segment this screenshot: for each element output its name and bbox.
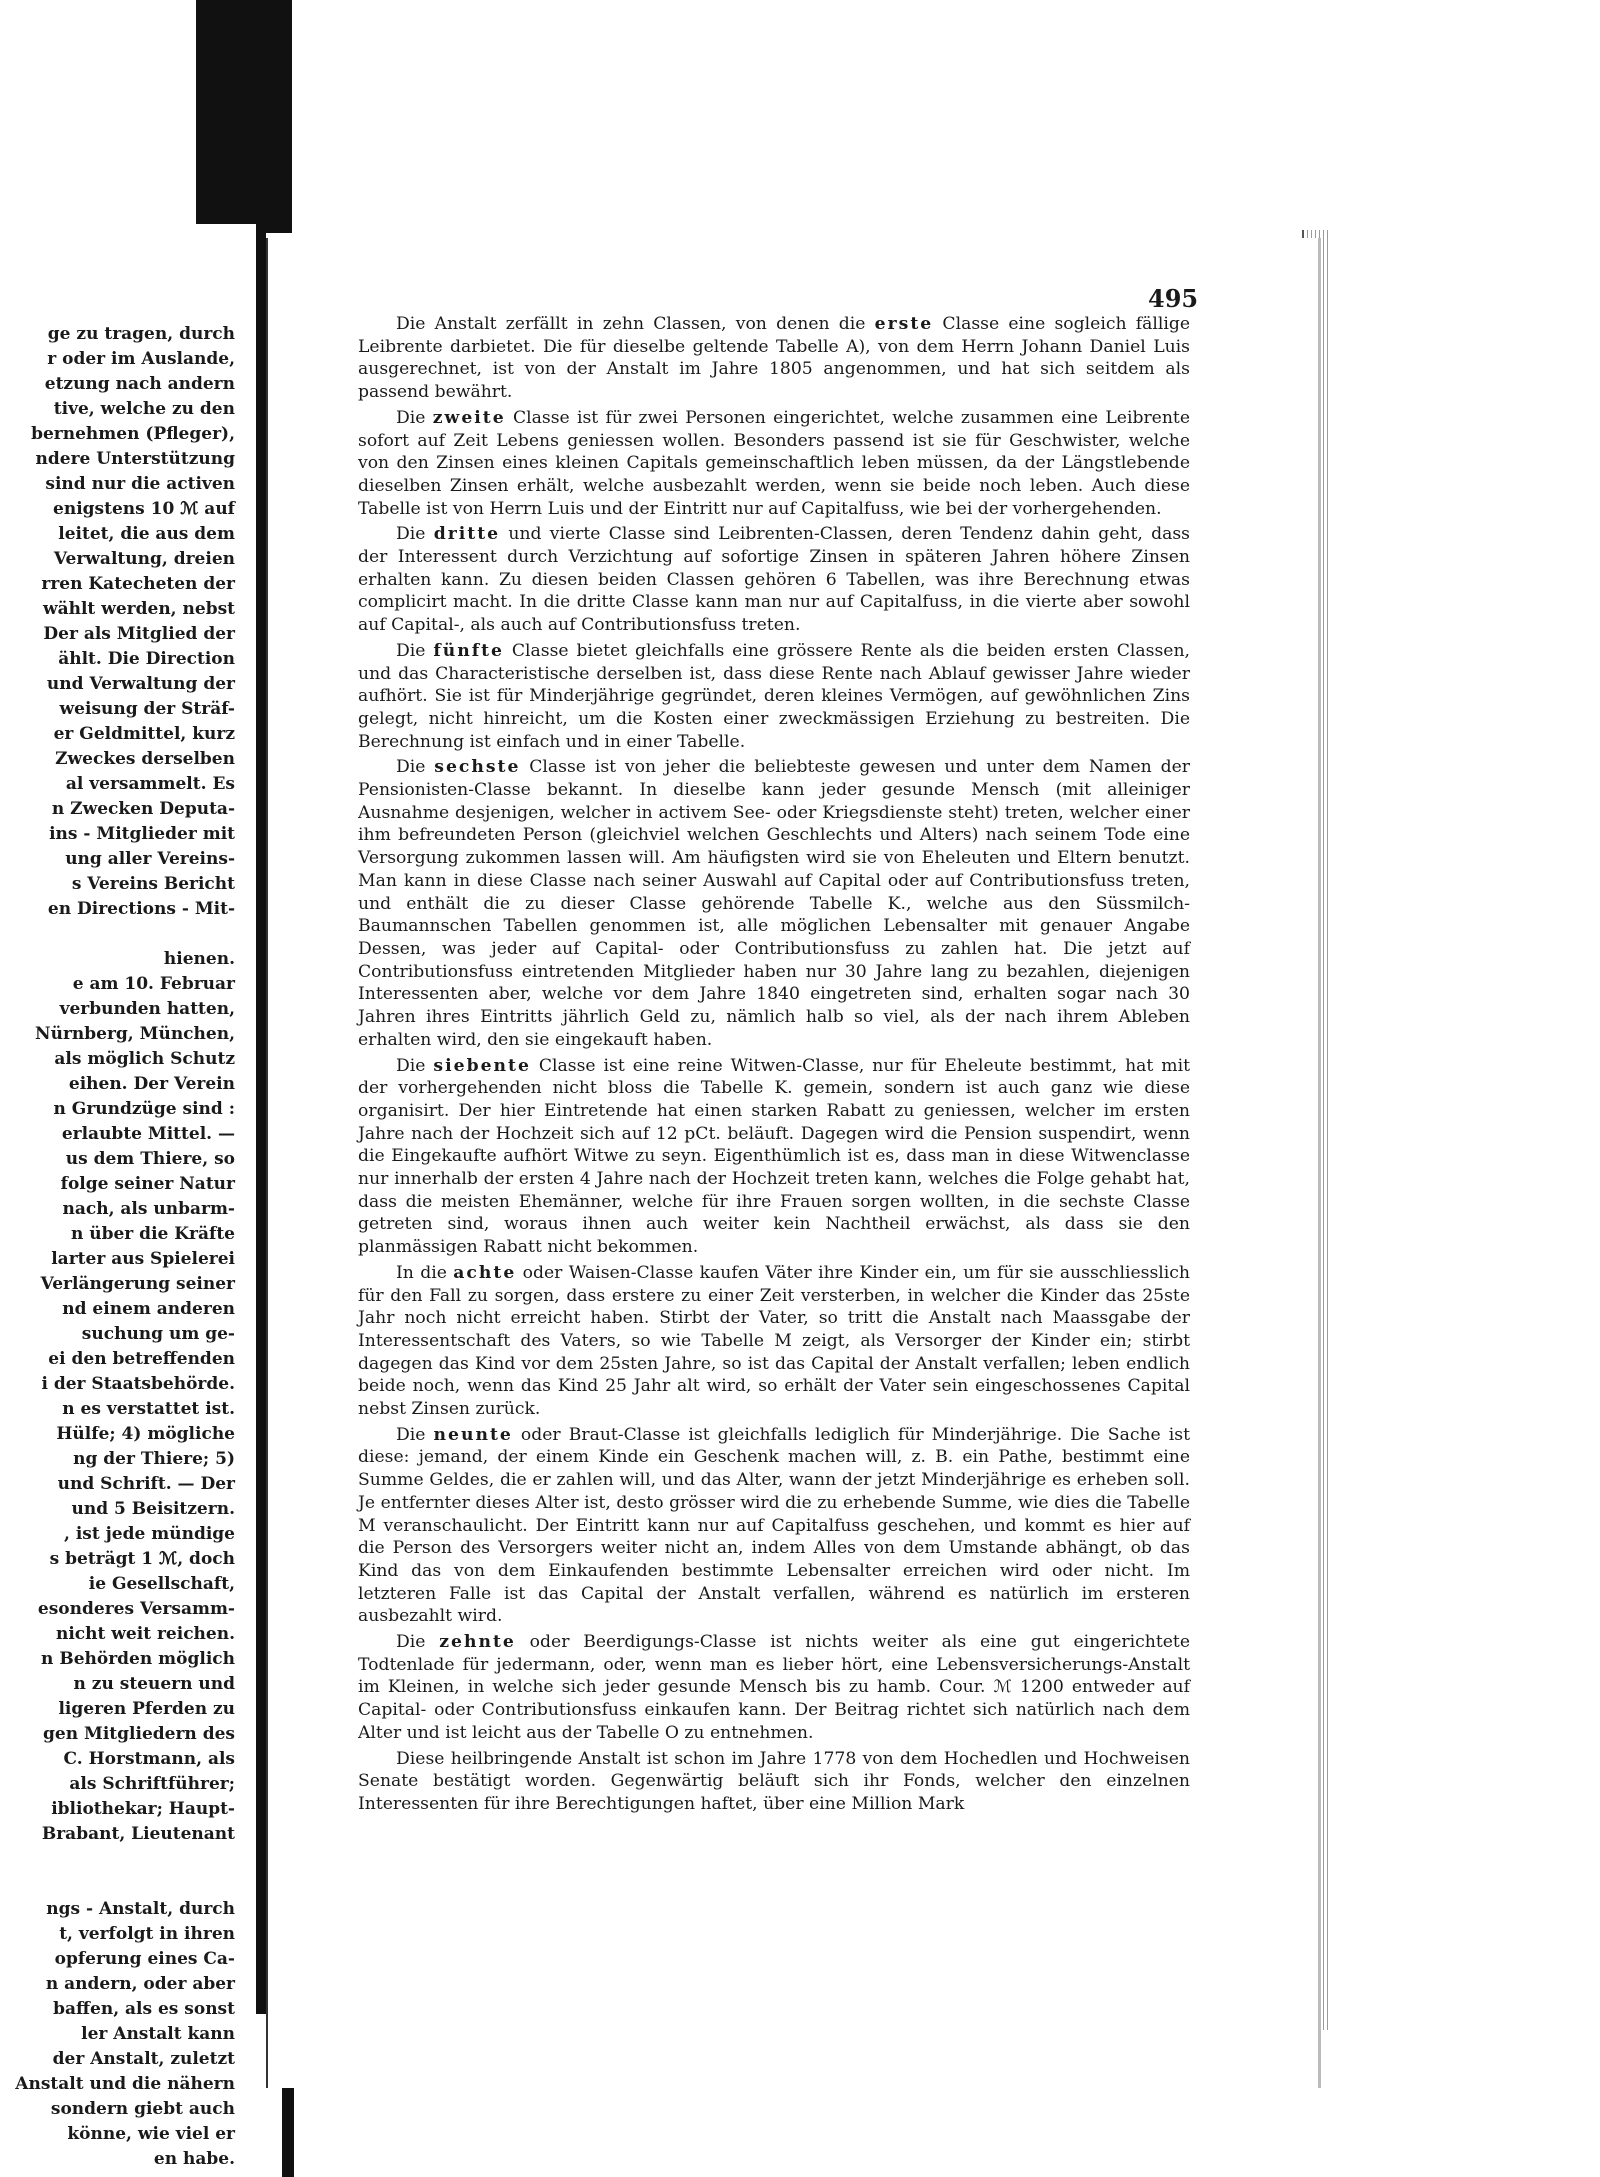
previous-page-line: könne, wie viel er bbox=[67, 2124, 235, 2144]
previous-page-line: Brabant, Lieutenant bbox=[41, 1824, 235, 1844]
paragraph-text: Classe ist für zwei Personen eingerichtet, welche zusammen eine Leibrente sofort auf Zeit Lebens geniessen wollen. Besonders passend ist sie für Geschwister, welche von den Zinsen eines kleinen Capitals gemeinschaftlich leben müssen, da der Längstlebende dieselben Zinsen erhält, welche ausbezahlt werden, wenn sie beide noch leben. Auch diese Tabelle ist von Herrn Luis und der Eintritt nur auf Capitalfuss, wie bei der vorhergehenden. bbox=[358, 407, 1190, 519]
paragraph-text: oder Braut-Classe ist gleichfalls lediglich für Minderjährige. Die Sache ist diese: jemand, der einem Kinde ein Geschenk machen will, z. B. ein Pathe, bestimmt eine Summe Geldes, die er zahlen will, und das Alter, wann der jetzt Minderjährige es erheben soll. Je entfernter dieses Alter ist, desto grösser wird die zu erhebende Summe, wie dies die Tabelle M veranschaulicht. Der Eintritt kann nur auf Capitalfuss geschehen, und kommt es hier auf die Person des Versorgers weiter nicht an, indem Alles von dem Umstande abhängt, ob das Kind das von dem Einkaufenden bestimmte Lebensalter erreichen wird oder nicht. Im letzteren Falle ist das Capital der Anstalt verfallen, während es natürlich im ersteren ausbezahlt wird. bbox=[358, 1424, 1190, 1627]
previous-page-line: r oder im Auslande, bbox=[47, 349, 235, 369]
paragraph-text: und vierte Classe sind Leibrenten-Classen, deren Tendenz dahin geht, dass der Interessent durch Verzichtung auf sofortige Zinsen in späteren Jahren höhere Zinsen erhalten kann. Zu diesen beiden Classen gehören 6 Tabellen, was ihre Berechnung etwas complicirt macht. In die dritte Classe kann man nur auf Capitalfuss, in die vierte aber sowohl auf Capital-, als auch auf Contributionsfuss treten. bbox=[358, 524, 1190, 636]
class-name-emphasis: sechste bbox=[434, 757, 521, 778]
paragraph-text: Diese heilbringende Anstalt ist schon im Jahre 1778 von dem Hochedlen und Hochweisen Senate bestätigt worden. Gegenwärtig beläuft sich ihr Fonds, welcher den einzelnen Interessenten für ihre Berechtigungen haftet, über eine Million Mark bbox=[358, 1748, 1190, 1814]
previous-page-line: nd einem anderen bbox=[62, 1299, 235, 1319]
previous-page-line: n Zwecken Deputa- bbox=[51, 799, 235, 819]
previous-page-line: enigstens 10 ℳ auf bbox=[53, 499, 235, 519]
previous-page-line: etzung nach andern bbox=[44, 374, 235, 394]
paragraph bbox=[358, 1748, 1190, 1816]
paragraph-text: Classe bietet gleichfalls eine grössere Rente als die beiden ersten Classen, und das Characteristische derselben ist, dass diese Rente nach Ablauf gewisser Jahre wieder aufhört. Sie ist für Minderjährige gegründet, deren kleines Vermögen, auf gewöhnlichen Zins gelegt, nicht hinreicht, um die Kosten einer zweckmässigen Erziehung zu bestreiten. Die Berechnung ist einfach und in einer Tabelle. bbox=[358, 640, 1190, 752]
previous-page-line: Hülfe; 4) mögliche bbox=[56, 1424, 235, 1444]
previous-page-line: C. Horstmann, als bbox=[63, 1749, 235, 1769]
previous-page-line: Nürnberg, München, bbox=[35, 1024, 235, 1044]
page-number: 495 bbox=[1148, 284, 1199, 313]
previous-page-line: ng der Thiere; 5) bbox=[73, 1449, 235, 1469]
previous-page-line: s beträgt 1 ℳ, doch bbox=[49, 1549, 235, 1569]
paragraph-lead: Die bbox=[396, 1424, 434, 1445]
paragraph-lead: Die bbox=[396, 524, 434, 545]
previous-page-line: larter aus Spielerei bbox=[51, 1249, 235, 1269]
previous-page-line: en habe. bbox=[153, 2149, 235, 2169]
previous-page-line: sondern giebt auch bbox=[50, 2099, 235, 2119]
previous-page-line: esonderes Versamm- bbox=[37, 1599, 235, 1619]
previous-page-line: n über die Kräfte bbox=[70, 1224, 235, 1244]
paragraph bbox=[358, 756, 1190, 1051]
paragraph bbox=[358, 1262, 1190, 1421]
previous-page-line: eihen. Der Verein bbox=[68, 1074, 235, 1094]
previous-page-line: us dem Thiere, so bbox=[65, 1149, 235, 1169]
paragraph bbox=[358, 407, 1190, 521]
paragraph-text: oder Waisen-Classe kaufen Väter ihre Kinder ein, um für sie ausschliesslich für den Fall zu sorgen, dass erstere zu einer Zeit versterben, in welcher die Kinder das 25ste Jahr noch nicht erreicht haben. Stirbt der Vater, so tritt die Anstalt nach Maassgabe der Interessentschaft des Vaters, so wie Tabelle M zeigt, als Versorger der Kinder ein; stirbt dagegen das Kind vor dem 25sten Jahre, so ist das Capital der Anstalt verfallen; leben endlich beide noch, wenn das Kind 25 Jahr alt wird, so erhält der Vater sein eingeschossenes Capital nebst Zinsen zurück. bbox=[358, 1262, 1190, 1420]
previous-page-line: ins - Mitglieder mit bbox=[49, 824, 235, 844]
previous-page-line: n Behörden möglich bbox=[41, 1649, 235, 1669]
paragraph-lead: Die bbox=[396, 1632, 440, 1653]
previous-page-line: Verwaltung, dreien bbox=[53, 549, 235, 569]
paragraph bbox=[358, 1631, 1190, 1745]
previous-page-line: gen Mitgliedern des bbox=[43, 1724, 235, 1744]
paragraph bbox=[358, 1055, 1190, 1259]
previous-page-line: ählt. Die Direction bbox=[58, 649, 235, 669]
previous-page-line: und 5 Beisitzern. bbox=[71, 1499, 235, 1519]
previous-page-line: ler Anstalt kann bbox=[81, 2024, 235, 2044]
previous-page-line: ndere Unterstützung bbox=[35, 449, 235, 469]
paragraph-text: Classe ist von jeher die beliebteste gewesen und unter dem Namen der Pensionisten-Classe bekannt. In dieselbe kann jeder gesunde Mensch (mit alleiniger Ausnahme desjenigen, welcher in activem See- oder Kriegsdienste steht) treten, welcher einer ihm befreundeten Person (gleichviel welchen Geschlechts und Alters) nach seinem Tode eine Versorgung zukommen lassen will. Am häufigsten wird sie von Eheleuten und Eltern benutzt. Man kann in diese Classe nach seiner Auswahl auf Capital oder auf Contributionsfuss treten, und enthält die zu dieser Classe gehörende Tabelle K., welche aus den Süssmilch-Baumannschen Tabellen genommen ist, alle möglichen Lebensalter mit genauer Angabe Dessen, was jeder auf Capital- oder Contributionsfuss zu zahlen hat. Die jetzt auf Contributionsfuss eintretenden Mitglieder haben nur 30 Jahre lang zu bezahlen, diejenigen Interessenten aber, welche vor dem Jahre 1840 eingetreten sind, erhalten sogar nach 30 Jahren ihres Eintritts jährlich Geld zu, nämlich halb so viel, als der nach ihrem Ableben erhalten wird, den sie eingekauft haben. bbox=[358, 757, 1190, 1050]
paragraph bbox=[358, 313, 1190, 404]
previous-page-line: weisung der Sträf- bbox=[59, 699, 235, 719]
previous-page-line bbox=[0, 922, 235, 947]
previous-page-line: ge zu tragen, durch bbox=[47, 324, 235, 344]
book-gutter bbox=[256, 224, 266, 2014]
previous-page-line: ibliothekar; Haupt- bbox=[51, 1799, 235, 1819]
previous-page-line: n zu steuern und bbox=[73, 1674, 235, 1694]
previous-page-line: Anstalt und die nähern bbox=[15, 2074, 235, 2094]
previous-page-line: sind nur die activen bbox=[45, 474, 235, 494]
previous-page-line: und Schrift. — Der bbox=[57, 1474, 235, 1494]
previous-page-line: Verlängerung seiner bbox=[40, 1274, 235, 1294]
class-name-emphasis: achte bbox=[453, 1262, 517, 1283]
previous-page-line bbox=[0, 1872, 235, 1897]
previous-page-line bbox=[0, 1847, 235, 1872]
class-name-emphasis: zehnte bbox=[439, 1632, 516, 1653]
previous-page-line: tive, welche zu den bbox=[53, 399, 235, 419]
previous-page-line: er Geldmittel, kurz bbox=[53, 724, 235, 744]
previous-page-line: opferung eines Ca- bbox=[54, 1949, 235, 1969]
paragraph-lead: In die bbox=[396, 1262, 454, 1283]
paragraph bbox=[358, 640, 1190, 754]
previous-page-line: nicht weit reichen. bbox=[55, 1624, 235, 1644]
previous-page-line: n Grundzüge sind : bbox=[53, 1099, 235, 1119]
paragraph bbox=[358, 523, 1190, 637]
previous-page-line: folge seiner Natur bbox=[60, 1174, 235, 1194]
previous-page-line: verbunden hatten, bbox=[59, 999, 235, 1019]
previous-page-line: der Anstalt, zuletzt bbox=[52, 2049, 235, 2069]
paragraph-lead: Die bbox=[396, 757, 435, 778]
paragraph bbox=[358, 1424, 1190, 1628]
previous-page-line: al versammelt. Es bbox=[65, 774, 235, 794]
previous-page-line: wählt werden, nebst bbox=[42, 599, 235, 619]
previous-page-line: i der Staatsbehörde. bbox=[41, 1374, 235, 1394]
previous-page-line: leitet, die aus dem bbox=[58, 524, 235, 544]
class-name-emphasis: neunte bbox=[433, 1424, 513, 1445]
paragraph-lead: Die bbox=[396, 640, 434, 661]
previous-page-line: als Schriftführer; bbox=[69, 1774, 235, 1794]
previous-page-line: bernehmen (Pfleger), bbox=[31, 424, 235, 444]
paragraph-text: Classe eine sogleich fällige Leibrente darbietet. Die für dieselbe geltende Tabelle A), von dem Herrn Johann Daniel Luis ausgerechnet, ist von der Anstalt im Jahre 1805 angenommen, und hat sich seitdem als passend bewährt. bbox=[358, 314, 1191, 403]
previous-page-line: Zweckes derselben bbox=[55, 749, 235, 769]
previous-page-line: s Vereins Bericht bbox=[71, 874, 235, 894]
paragraph-lead: Die Anstalt zerfällt in zehn Classen, von denen die bbox=[396, 314, 875, 334]
previous-page-line: Der als Mitglied der bbox=[43, 624, 235, 644]
previous-page-line: n es verstattet ist. bbox=[62, 1399, 235, 1419]
previous-page-line: , ist jede mündige bbox=[64, 1524, 235, 1544]
class-name-emphasis: erste bbox=[874, 314, 934, 334]
scan-background bbox=[196, 0, 292, 233]
previous-page-line: als möglich Schutz bbox=[54, 1049, 235, 1069]
previous-page bbox=[0, 224, 262, 2169]
previous-page-line: suchung um ge- bbox=[81, 1324, 235, 1344]
previous-page-line: rren Katecheten der bbox=[41, 574, 235, 594]
class-name-emphasis: siebente bbox=[433, 1055, 531, 1076]
previous-page-line: t, verfolgt in ihren bbox=[59, 1924, 235, 1944]
paragraph-text: Classe ist eine reine Witwen-Classe, nur für Eheleute bestimmt, hat mit der vorhergehenden nicht bloss die Tabelle K. gemein, sondern ist auch ganz wie diese organisirt. Der hier Eintretende hat einen starken Rabatt zu geniessen, welcher im ersten Jahre nach der Hochzeit sich auf 12 pCt. beläuft. Dagegen wird die Pension suspendirt, wenn die Eingekaufte aufhört Witwe zu seyn. Eigenthümlich ist es, dass man in diese Witwenclasse nur innerhalb der ersten 4 Jahre nach der Hochzeit treten kann, welches die Folge gehabt hat, dass die meisten Ehemänner, welche für ihre Frauen sorgen wollten, in die sechste Classe getreten sind, woraus ihnen auch weiter kein Nachtheil erwächst, als dass sie den planmässigen Rabatt nicht bekommen. bbox=[358, 1055, 1190, 1258]
previous-page-line: hienen. bbox=[163, 949, 235, 969]
paragraph-lead: Die bbox=[396, 1055, 434, 1076]
previous-page-line: n andern, oder aber bbox=[45, 1974, 235, 1994]
previous-page-line: ngs - Anstalt, durch bbox=[46, 1899, 235, 1919]
previous-page-line: erlaubte Mittel. — bbox=[61, 1124, 235, 1144]
class-name-emphasis: fünfte bbox=[433, 640, 504, 661]
previous-page-line: baffen, als es sonst bbox=[53, 1999, 235, 2019]
previous-page-line: und Verwaltung der bbox=[46, 674, 235, 694]
page-body bbox=[358, 313, 1190, 1819]
class-name-emphasis: dritte bbox=[433, 524, 501, 545]
class-name-emphasis: zweite bbox=[432, 407, 506, 428]
paragraph-lead: Die bbox=[396, 407, 433, 428]
previous-page-line: ie Gesellschaft, bbox=[88, 1574, 235, 1594]
previous-page-line: ung aller Vereins- bbox=[65, 849, 235, 869]
previous-page-text bbox=[0, 322, 235, 2172]
previous-page-line: ligeren Pferden zu bbox=[58, 1699, 235, 1719]
paragraph-text: oder Beerdigungs-Classe ist nichts weiter als eine gut eingerichtete Todtenlade für jedermann, oder, wenn man es lieber hört, eine Lebensversicherungs-Anstalt im Kleinen, in welche sich jeder gesunde Mensch bis zu hamb. Cour. ℳ 1200 entweder auf Capital- oder Contributionsfuss einkaufen kann. Der Beitrag richtet sich natürlich nach dem Alter und ist leicht aus der Tabelle O zu entnehmen. bbox=[358, 1632, 1190, 1743]
previous-page-line: e am 10. Februar bbox=[72, 974, 235, 994]
previous-page-line: nach, als unbarm- bbox=[62, 1199, 235, 1219]
previous-page-line: en Directions - Mit- bbox=[47, 899, 235, 919]
previous-page-line: ei den betreffenden bbox=[48, 1349, 235, 1369]
